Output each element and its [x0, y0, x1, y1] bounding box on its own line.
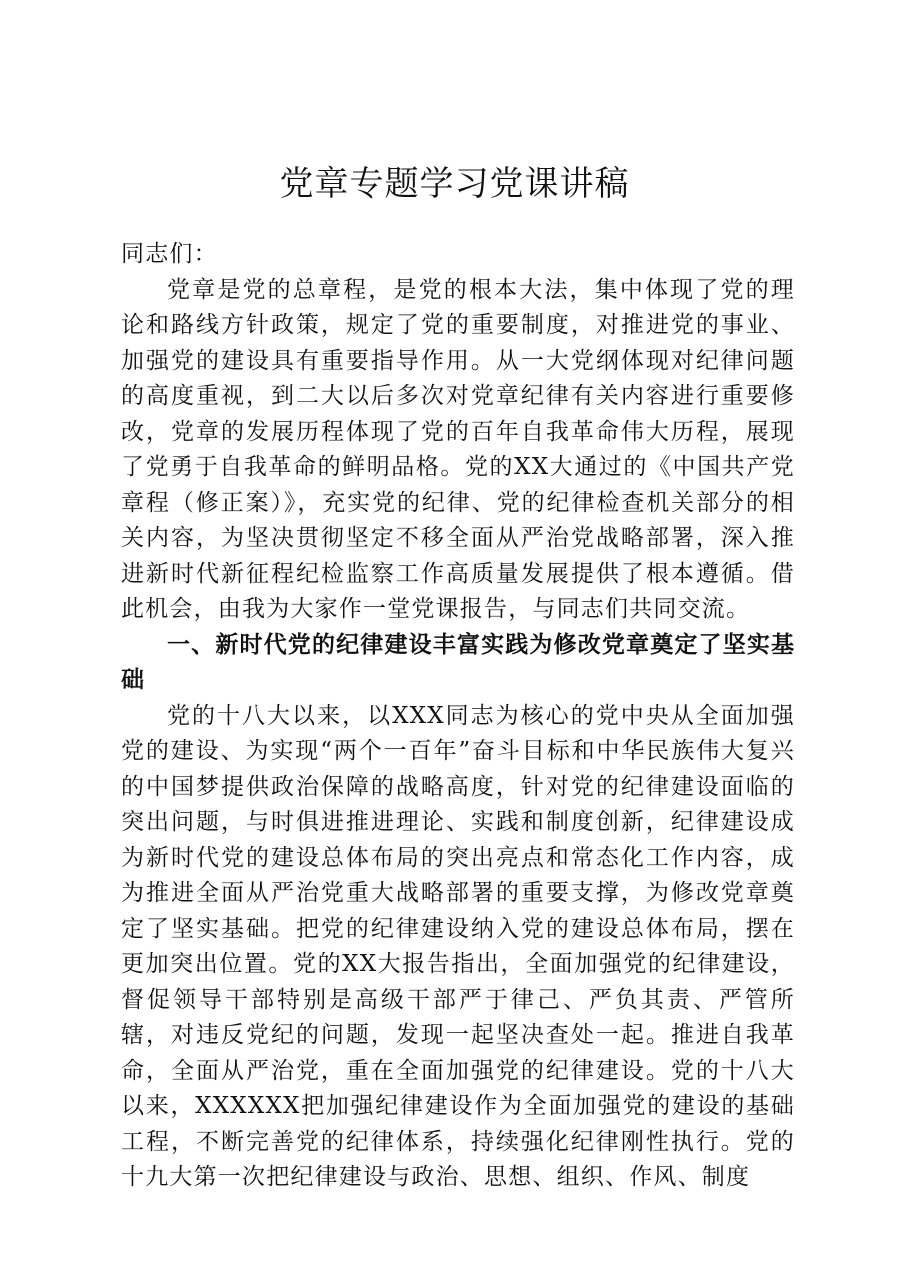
- intro-paragraph: 党章是党的总章程，是党的根本大法，集中体现了党的理论和路线方针政策，规定了党的重要制度，对推进党的事业、加强党的建设具有重要指导作用。从一大党纲体现对纪律问题的高度重视，到二大以后多次对党章纪律有关内容进行重要修改，党章的发展历程体现了党的百年自我革命伟大历程，展现了党勇于自我革命的鲜明品格。党的XX大通过的《中国共产党章程（修正案）》，充实党的纪律、党的纪律检查机关部分的相关内容，为坚决贯彻坚定不移全面从严治党战略部署，深入推进新时代新征程纪检监察工作高质量发展提供了根本遵循。借此机会，由我为大家作一堂党课报告，与同志们共同交流。: [121, 276, 795, 622]
- section-heading-1: 一、新时代党的纪律建设丰富实践为修改党章奠定了坚实基础: [121, 631, 795, 693]
- document-title: 党章专题学习党课讲稿: [279, 164, 630, 204]
- salutation: 同志们：: [121, 241, 218, 267]
- section-1-paragraph: 党的十八大以来，以XXX同志为核心的党中央从全面加强党的建设、为实现“两个一百年”奋斗目标和中华民族伟大复兴的中国梦提供政治保障的战略高度，针对党的纪律建设面临的突出问题，与时俱进推进理论、实践和制度创新，纪律建设成为新时代党的建设总体布局的突出亮点和常态化工作内容，成为推进全面从严治党重大战略部署的重要支撑，为修改党章奠定了坚实基础。把党的纪律建设纳入党的建设总体布局，摆在更加突出位置。党的XX大报告指出，全面加强党的纪律建设，督促领导干部特别是高级干部严于律己、严负其责、严管所辖，对违反党纪的问题，发现一起坚决查处一起。推进自我革命，全面从严治党，重在全面加强党的纪律建设。党的十八大以来，XXXXXX把加强纪律建设作为全面加强党的建设的基础工程，不断完善党的纪律体系，持续强化纪律刚性执行。党的十九大第一次把纪律建设与政治、思想、组织、作风、制度: [121, 702, 795, 1190]
- document-body: [121, 237, 795, 1196]
